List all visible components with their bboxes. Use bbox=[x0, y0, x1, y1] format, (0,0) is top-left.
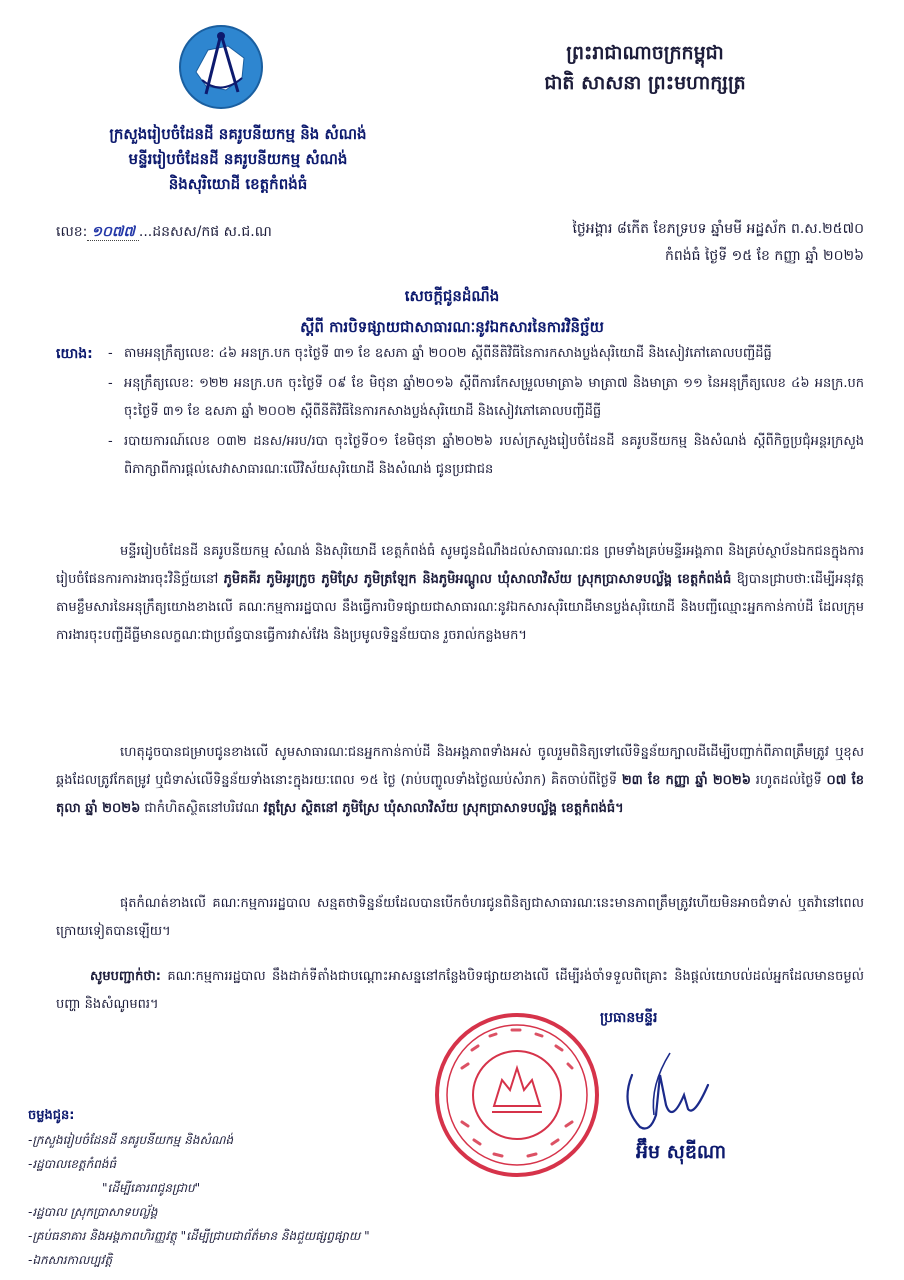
document-subtitle: ស្តីពី ការបិទផ្សាយជាសាធារណៈនូវឯកសារនៃការវិនិច្ឆ័យ bbox=[300, 318, 604, 336]
reference-item: - អនុក្រឹត្យលេខ: ១២២ អនក្រ.បក ចុះថ្ងៃទី ០៩ ខែ មិថុនា ឆ្នាំ២០១៦ ស្តីពីការកែសម្រួលមាត្រា៦ មាត្រា៧ និងមាត្រា ១១ នៃអនុក្រឹត្យលេខ ៤៦ អនក្រ.បក ចុះថ្ងៃទី ៣១ ខែ ឧសភា ឆ្នាំ ២០០២ ស្តីពីនីតិវិធីនៃការកសាងប្លង់សុរិយោដី និងសៀវភៅគោលបញ្ជីដីធ្លី bbox=[108, 370, 864, 426]
notice-paragraph-3: ផុតកំណត់ខាងលើ គណៈកម្មការរដ្ឋបាល សន្មតថាទិន្នន័យដែលបានបើកចំហរជូនពិនិត្យជាសាធារណៈនេះមានភាពត្រឹមត្រូវហើយមិនអាចជំទាស់ ឬតវ៉ានៅពេលក្រោយទៀតបានឡើយ។ bbox=[56, 896, 864, 939]
cc-item: -ក្រសួងរៀបចំដែនដី នគរូបនីយកម្ម និងសំណង់ bbox=[28, 1133, 234, 1147]
ministry-name: ក្រសួងរៀបចំដែនដី នគរូបនីយកម្ម និង សំណង់ bbox=[109, 125, 367, 143]
para2-end-date: ០៧ ខែ តុលា ឆ្នាំ ២០២៦ bbox=[56, 773, 864, 816]
director-title: ប្រធានមន្ទីរ bbox=[600, 1010, 658, 1026]
reference-number bbox=[56, 222, 272, 243]
para2-text-b: រហូតដល់ថ្ងៃទី bbox=[750, 773, 827, 788]
para2-location: វត្តស្រែ ស្ថិតនៅ ភូមិស្រែ ឃុំសាលាវិស័យ ស្រុកប្រាសាទបល្ល័ង្គ ខេត្តកំពង់ធំ។ bbox=[263, 801, 624, 816]
solar-date: កំពង់ធំ ថ្ងៃទី ១៥ ខែ កញ្ញា ឆ្នាំ ២០២៦ bbox=[664, 248, 864, 264]
para1-text-a: មន្ទីររៀបចំដែនដី នគរូបនីយកម្ម សំណង់ និងសុរិយោដី ខេត្តកំពង់ធំ សូមជូនដំណឹងដល់សាធារណៈជន ព្រមទាំងគ្រប់មន្ទីរអង្គភាព និងគ្រប់ស្ថាប័នឯកជនក្នុងការរៀបចំផែនការការងារចុះវិនិច្ឆ័យនៅ bbox=[56, 544, 864, 587]
ministry-block bbox=[28, 122, 448, 197]
kingdom-header bbox=[480, 38, 810, 98]
cc-title: ចម្លងជូន: bbox=[28, 1108, 75, 1123]
cc-item: -ឯកសារកាលប្បវត្តិ bbox=[28, 1253, 113, 1267]
reference-item: - របាយការណ៍លេខ ០៣២ ដនស/អរប/របា ចុះថ្ងៃទី០១ ខែមិថុនា ឆ្នាំ២០២៦ របស់ក្រសួងរៀបចំដែនដី នគរូបនីយកម្ម និងសំណង់ ស្តីពីកិច្ចប្រជុំអន្តរក្រសួងពិភាក្សាពីការផ្តល់សេវាសាធារណៈលើវិស័យសុរិយោដី និងសំណង់ ជូនប្រជាជន bbox=[108, 428, 864, 484]
ref-number: ១០៧៧ bbox=[87, 224, 138, 241]
para4-text: គណៈកម្មការរដ្ឋបាល នឹងដាក់ទីតាំងជាបណ្តោះអាសន្ននៅកន្លែងបិទផ្សាយខាងលើ ដើម្បីរង់ចាំទទួលពិគ្រោះ និងផ្តល់យោបល់ដល់អ្នកដែលមានចម្ងល់ បញ្ហា និងសំណូមពរ។ bbox=[56, 969, 864, 1012]
national-motto: ជាតិ សាសនា ព្រះមហាក្សត្រ bbox=[544, 72, 746, 94]
ref-prefix: លេខ: bbox=[56, 224, 88, 240]
cc-item: -គ្រប់ធនាគារ និងអង្គភាពហិរញ្ញវត្ថុ "ដើម្បីជ្រាបជាព័ត៌មាន និងជួយផ្សព្វផ្សាយ " bbox=[28, 1229, 370, 1243]
director-signature bbox=[610, 1045, 720, 1135]
ministry-logo bbox=[178, 20, 264, 114]
cc-item: -រដ្ឋបាលខេត្តកំពង់ធំ bbox=[28, 1157, 117, 1171]
para2-text-a: ហេតុដូចបានជម្រាបជូនខាងលើ សូមសាធារណៈជនអ្នកកាន់កាប់ដី និងអង្គភាពទាំងអស់ ចូលរួមពិនិត្យទៅលើទិន្នន័យក្បាលដីដើម្បីបញ្ជាក់ពីភាពត្រឹមត្រូវ ឬខុសឆ្គងដែលត្រូវកែតម្រូវ ឬជំទាស់លើទិន្នន័យទាំងនោះក្នុងរយៈពេល ១៥ ថ្ងៃ (រាប់បញ្ចូលទាំងថ្ងៃឈប់សំរាក) គិតចាប់ពីថ្ងៃទី bbox=[56, 745, 864, 788]
references-label: យោង: bbox=[56, 346, 93, 362]
cc-item: -រដ្ឋបាល ស្រុកប្រាសាទបល្ល័ង្គ bbox=[28, 1205, 158, 1219]
document-title: សេចក្តីជូនដំណឹង bbox=[404, 287, 500, 305]
para1-villages: ភូមិគគីរ ភូមិអូរក្រូច ភូមិស្រែ ភូមិត្រឡែក និងភូមិអណ្តូល ឃុំសាលាវិស័យ ស្រុកប្រាសាទបល្ល័ង្គ ខេត្តកំពង់ធំ bbox=[223, 572, 732, 587]
references-section bbox=[56, 340, 864, 486]
document-date bbox=[464, 216, 864, 270]
para1-text-b: ឱ្យបានជ្រាបថា:ដើម្បីអនុវត្តតាមខ្លឹមសារនៃអនុក្រឹត្យយោងខាងលើ គណៈកម្មការរដ្ឋបាល នឹងធ្វើការបិទផ្សាយជាសាធារណៈនូវឯកសារសុរិយោដីមានប្លង់សុរិយោដី និងបញ្ជីឈ្មោះអ្នកកាន់កាប់ដី ដែលក្រុមការងារចុះបញ្ជីដីធ្លីមានលក្ខណៈជាប្រព័ន្ធបានធ្វើការវាស់វែង និងប្រមូលទិន្នន័យបាន រួចរាល់កន្លងមក។ bbox=[56, 572, 864, 643]
notice-paragraph-1 bbox=[56, 538, 864, 650]
notice-paragraph-2 bbox=[56, 739, 864, 823]
lunar-date: ថ្ងៃអង្គារ ៨កើត ខែភទ្របទ ឆ្នាំមមី អដ្ឋស័ក ព.ស.២៥៧០ bbox=[572, 221, 864, 237]
department-province: និងសុរិយោដី ខេត្តកំពង់ធំ bbox=[168, 175, 308, 193]
kingdom-title: ព្រះរាជាណាចក្រកម្ពុជា bbox=[566, 42, 724, 64]
cc-list bbox=[28, 1104, 468, 1272]
para4-lead: សូមបញ្ជាក់ថា: bbox=[90, 969, 161, 984]
reference-item: - តាមអនុក្រឹត្យលេខ: ៤៦ អនក្រ.បក ចុះថ្ងៃទី ៣១ ខែ ឧសភា ឆ្នាំ ២០០២ ស្តីពីនីតិវិធីនៃការកសាងប្លង់សុរិយោដី និងសៀវភៅគោលបញ្ជីដីធ្លី bbox=[108, 340, 864, 368]
director-name: អ៊ឹម សុឌីណា bbox=[636, 1141, 727, 1163]
department-name: មន្ទីររៀបចំដែនដី នគរូបនីយកម្ម សំណង់ bbox=[128, 150, 348, 168]
para2-start-date: ២៣ ខែ កញ្ញា ឆ្នាំ ២០២៦ bbox=[621, 773, 751, 788]
references-list bbox=[56, 340, 864, 484]
para2-text-c: ជាកំហិតស្ថិតនៅបរិវេណ bbox=[140, 801, 264, 816]
cc-item: "ដើម្បីគោរពជូនជ្រាប" bbox=[102, 1181, 201, 1195]
ref-suffix: ...ដនសស/កផ ស.ជ.ណ bbox=[138, 224, 272, 240]
